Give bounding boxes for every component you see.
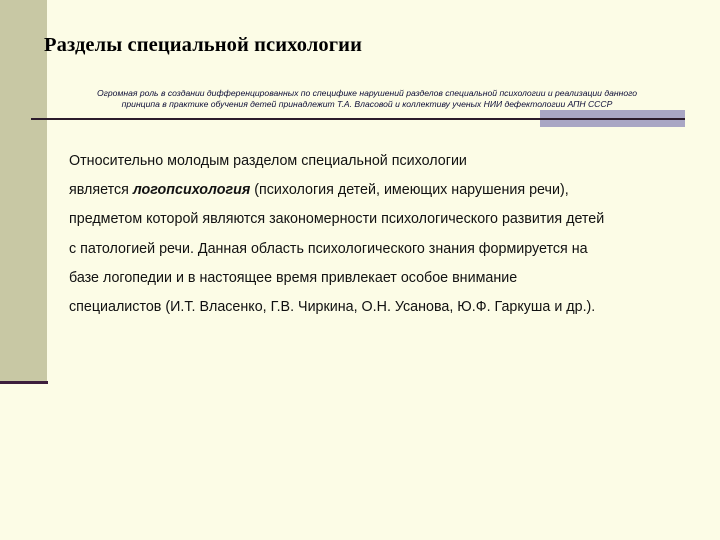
body-line: предметом которой являются закономерности психологического развития детей — [69, 211, 605, 228]
left-bar-bottom-rule — [0, 381, 48, 384]
body-line — [69, 176, 699, 205]
body-text-segment: (психология детей, имеющих нарушения речи), — [250, 182, 569, 199]
body-line: Относительно молодым разделом специальной психологии — [69, 153, 467, 169]
slide-title: Разделы специальной психологии — [44, 34, 362, 56]
left-decorative-bar — [0, 0, 47, 384]
body-line: базе логопедии и в настоящее время привлекает особое внимание — [69, 269, 518, 286]
body-line: специалистов (И.Т. Власенко, Г.В. Чиркина, О.Н. Усанова, Ю.Ф. Гаркуша и др.). — [69, 299, 596, 316]
accent-divider — [540, 118, 685, 120]
body-paragraph — [69, 147, 699, 322]
highlighted-term: логопсихология — [132, 182, 251, 199]
subtitle-line: Огромная роль в создании дифференцированных по специфике нарушений разделов специальной психологии и реализации данного — [96, 88, 638, 98]
body-text-segment: является — [69, 182, 133, 199]
slide-subtitle — [44, 88, 690, 110]
subtitle-line: принципа в практике обучения детей принадлежит Т.А. Власовой и коллективу ученых НИИ дефектологии АПН СССР — [121, 99, 613, 109]
body-line: с патологией речи. Данная область психологического знания формируется на — [69, 240, 588, 257]
